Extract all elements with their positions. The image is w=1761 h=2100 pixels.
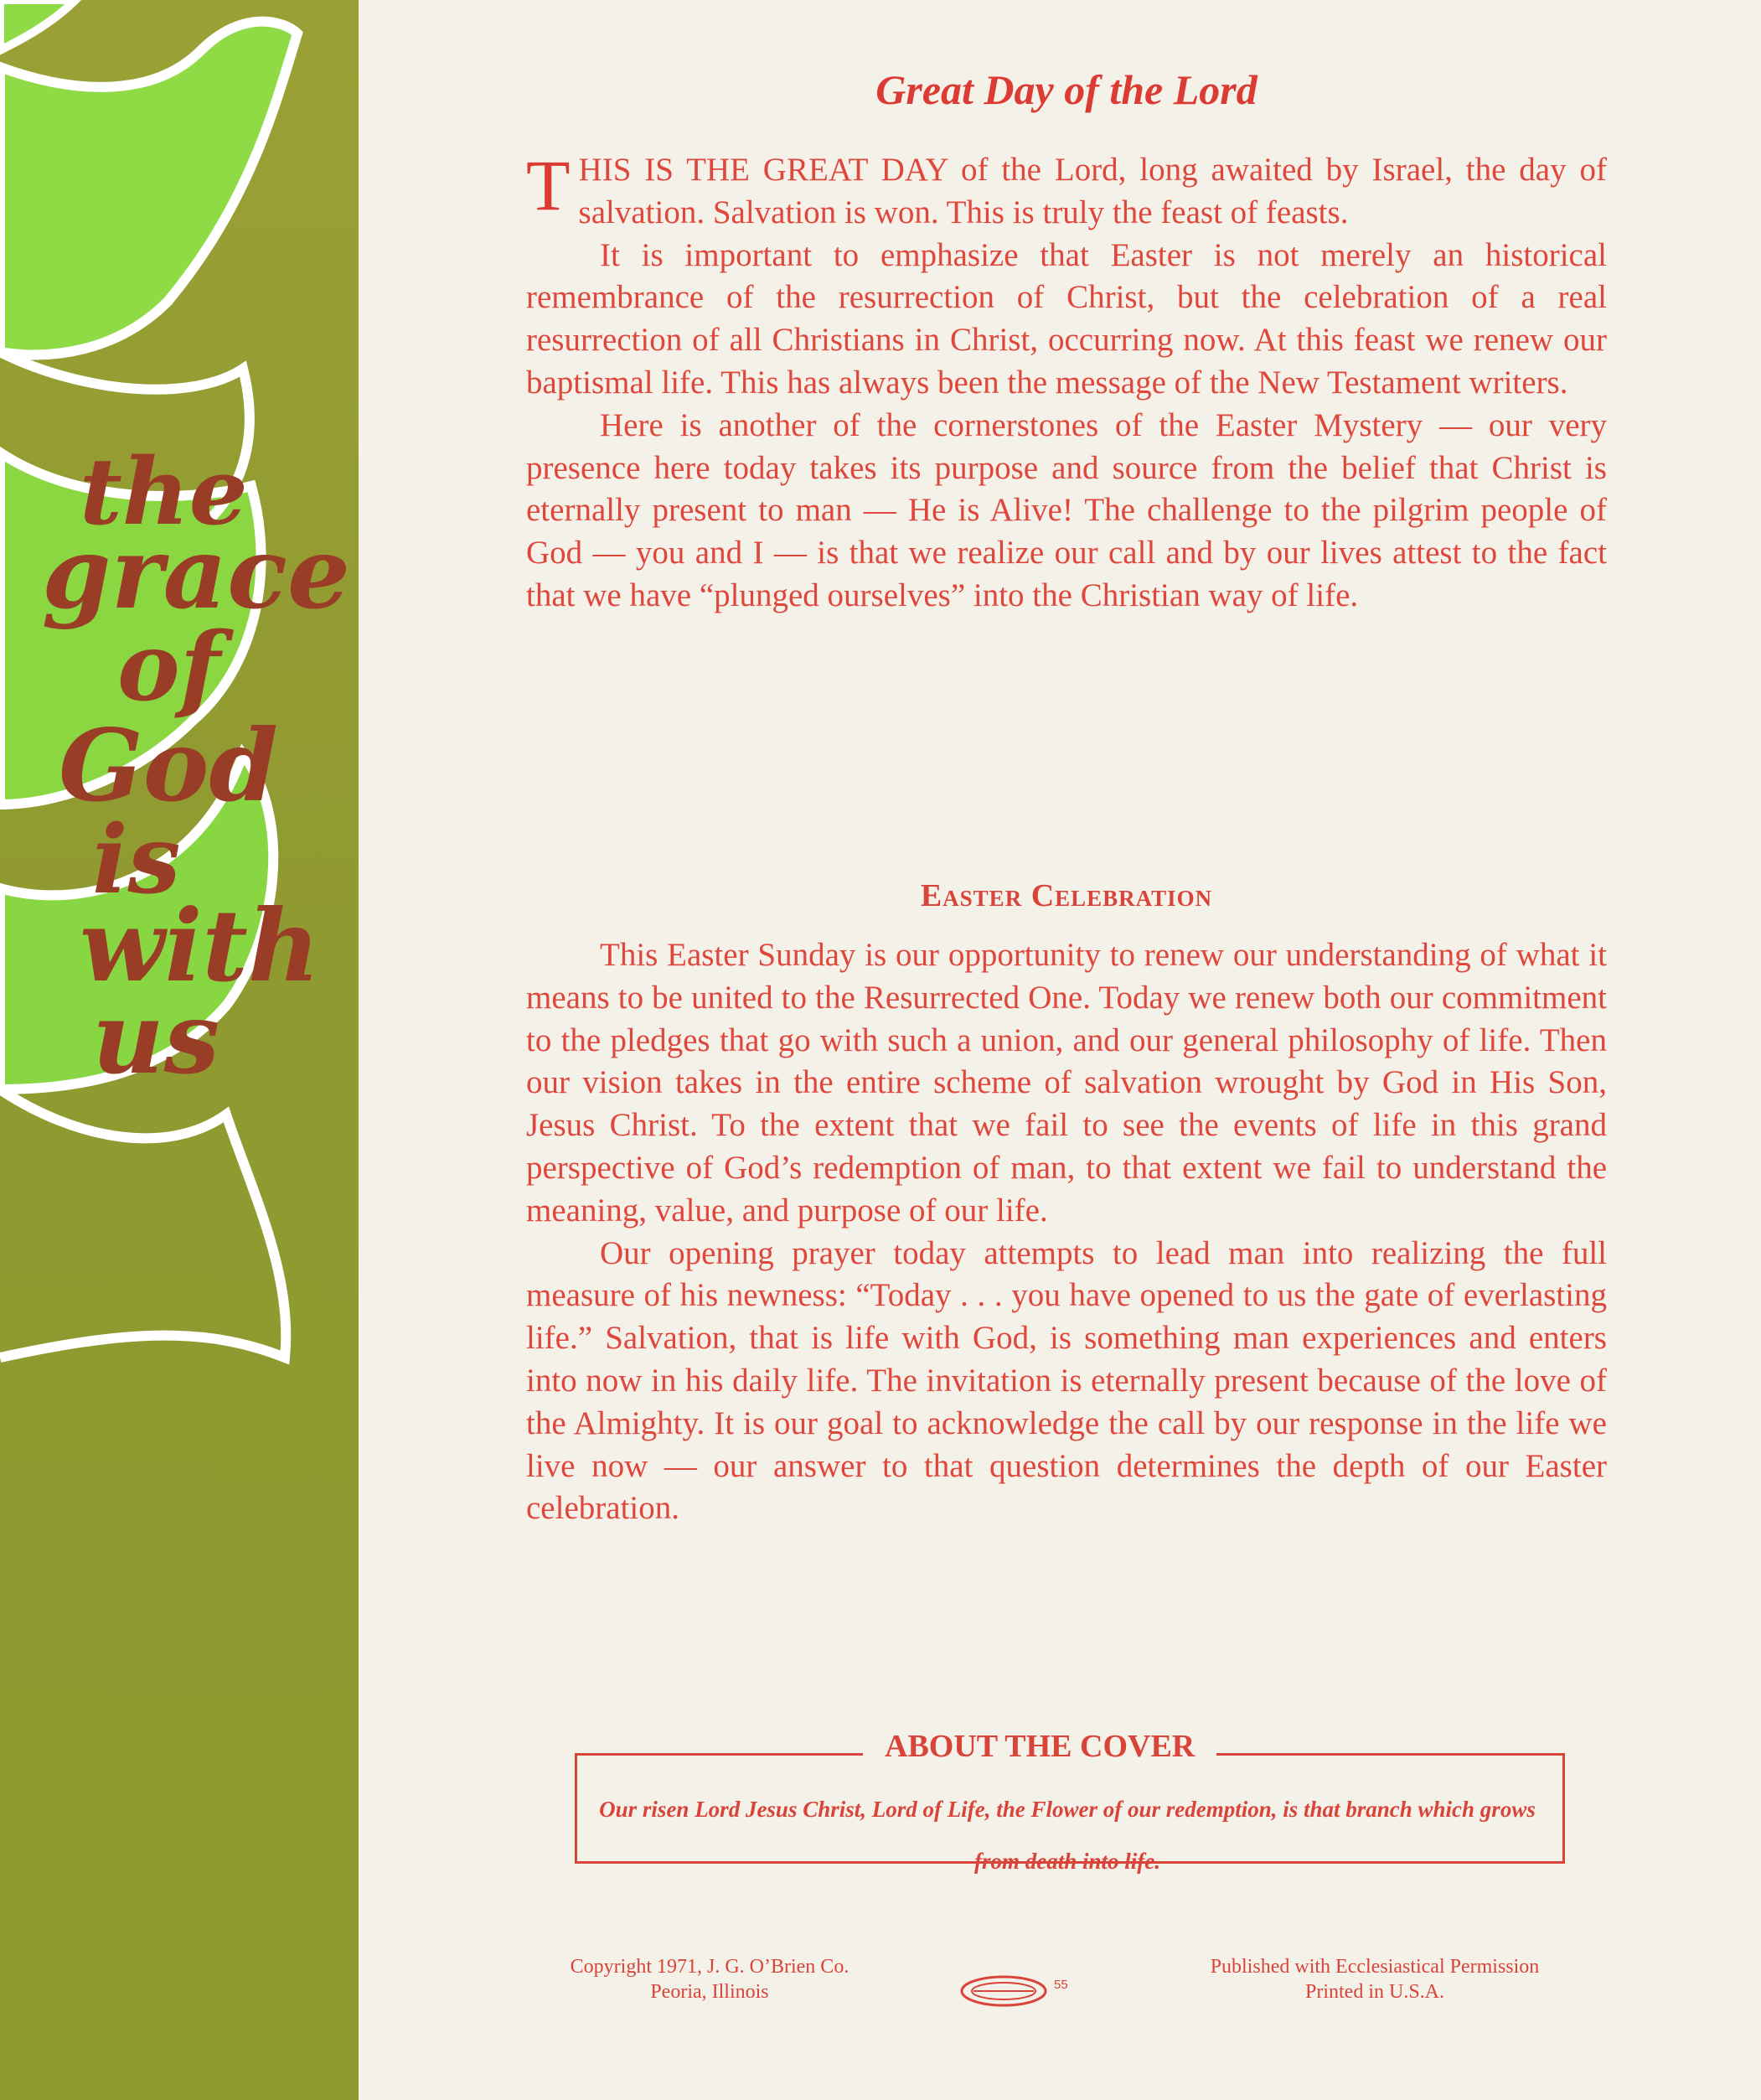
article-part-1 — [526, 145, 1607, 618]
copyright-line: Copyright 1971, J. G. O’Brien Co. — [570, 1956, 850, 1978]
drop-cap: T — [526, 145, 571, 225]
section-heading: Easter Celebration — [920, 878, 1213, 913]
intro-rest: of the Lord, long awaited by Israel, the day of salvation. Salvation is won. This is truly the feast of feasts. — [578, 152, 1607, 230]
motto-word-6: with — [80, 887, 320, 1004]
union-label-number: 55 — [1054, 1978, 1068, 1992]
leaf-top — [0, 22, 297, 355]
leaf-corner — [0, 0, 75, 50]
article-part-2 — [526, 934, 1607, 1530]
leaf-illustration — [0, 0, 359, 2100]
paragraph: Here is another of the cornerstones of the Easter Mystery — our very presence here today takes its purpose and source from the belief that Christ is eternally present to man — He is Alive! The challenge to the pilgrim people of God — you and I — is that we realize our call and by our lives attest to the fact that we have “plunged ourselves” into the Christian way of life. — [526, 406, 1607, 613]
decorative-sidebar — [0, 0, 359, 2100]
paragraph: Our opening prayer today attempts to lead man into realizing the full measure of his newness: “Today . . . you have opened to us the gate of everlasting life.” Salvation, that is life with God, is something man experiences and enters into now in his daily life. The invitation is eternally present because of the love of the Almighty. It is our goal to acknowledge the call by our response in the life we live now — our answer to that question determines the depth of our Easter celebration. — [526, 1234, 1607, 1527]
motto-word-4: God — [59, 707, 278, 824]
paragraph: This Easter Sunday is our opportunity to renew our understanding of what it means to be united to the Resurrected One. Today we renew both our commitment to the pledges that go with such a union, and our general philosophy of life. Then our vision takes in the entire scheme of salvation wrought by God in His Son, Jesus Christ. To the extent that we fail to see the events of life in this grand perspective of God’s redemption of man, to that extent we fail to understand the meaning, value, and purpose of our life. — [526, 937, 1607, 1228]
footer-permission — [1143, 1954, 1607, 2004]
permission-line: Published with Ecclesiastical Permission — [1210, 1956, 1540, 1978]
intro-lead: HIS IS THE GREAT DAY — [578, 152, 948, 188]
location-line: Peoria, Illinois — [650, 1981, 769, 2003]
footer-copyright — [521, 1954, 898, 2004]
about-cover-text: Our risen Lord Jesus Christ, Lord of Life, the Flower of our redemption, is that branch which grows from death into life. — [599, 1797, 1536, 1874]
motto-word-1: the — [80, 437, 248, 546]
motto-word-5: is — [92, 805, 181, 915]
page-title: Great Day of the Lord — [875, 66, 1257, 113]
stem-curve-2 — [0, 1089, 286, 1358]
union-label-icon — [960, 1974, 1047, 2008]
motto-word-3: of — [117, 613, 220, 722]
motto-word-2: grace — [42, 515, 351, 631]
motto-word-7: us — [92, 980, 220, 1096]
paragraph: It is important to emphasize that Easter is not merely an historical remembrance of the resurrection of Christ, but the celebration of a real resurrection of all Christians in Christ, occurring now. At this feast we renew our baptismal life. This has always been the message of the New Testament writers. — [526, 236, 1607, 401]
printed-line: Printed in U.S.A. — [1304, 1981, 1444, 2003]
about-cover-heading: ABOUT THE COVER — [863, 1728, 1216, 1765]
intro-paragraph — [526, 145, 1607, 235]
